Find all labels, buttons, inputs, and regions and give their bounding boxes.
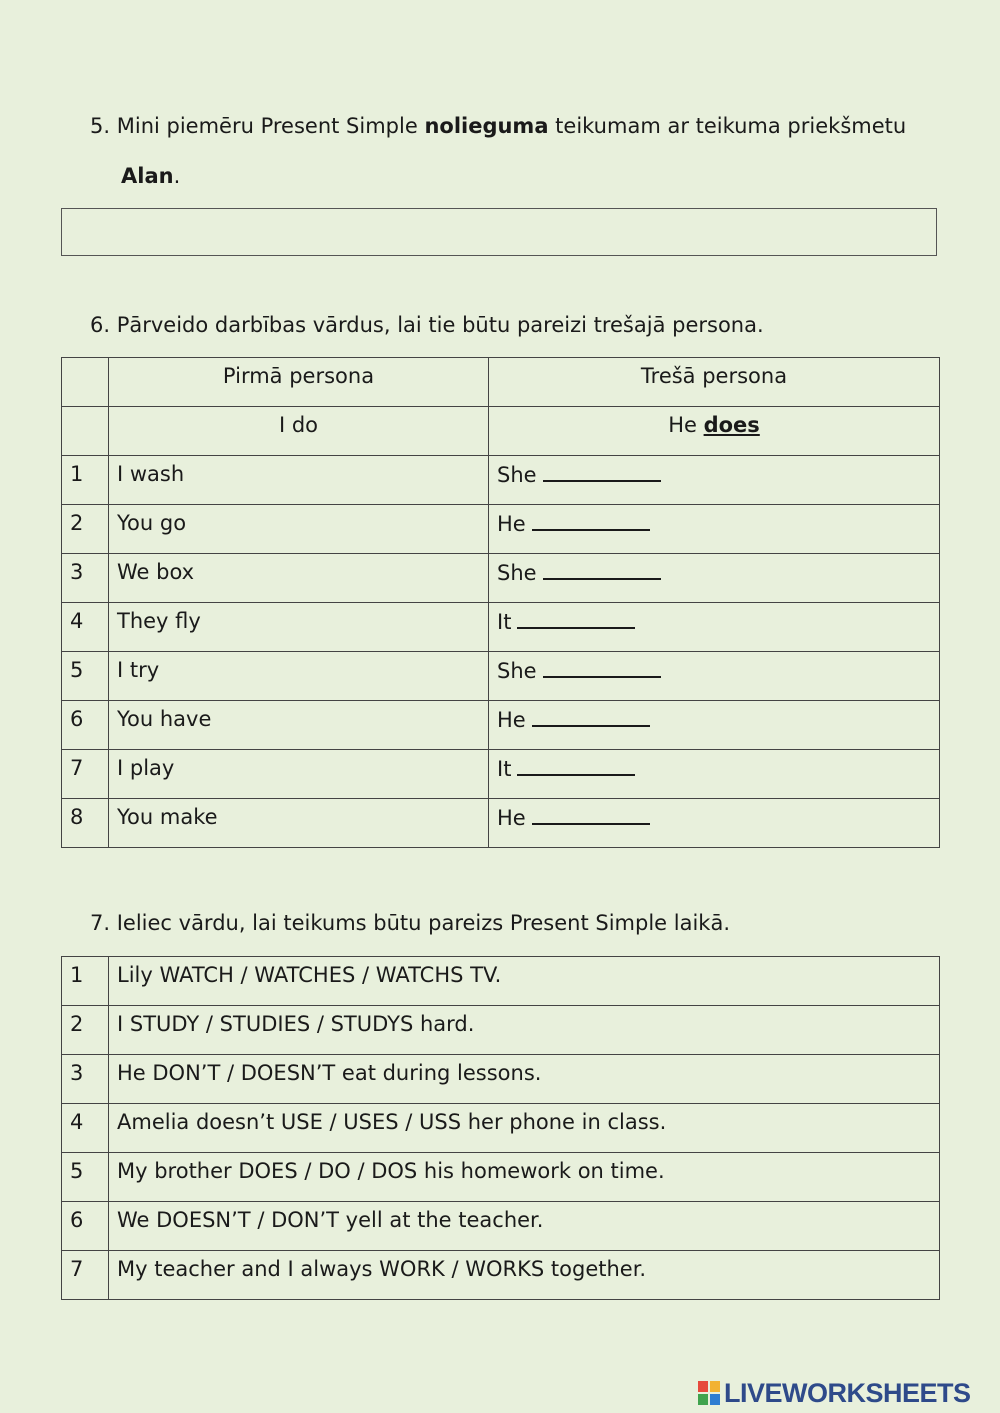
q5-period: . bbox=[173, 164, 181, 188]
example-num-cell bbox=[62, 407, 109, 456]
third-person-pronoun: It bbox=[497, 610, 512, 634]
q7-table bbox=[61, 956, 940, 1300]
third-person-pronoun: He bbox=[497, 512, 526, 536]
first-person-verb: We box bbox=[109, 554, 489, 603]
sentence-choice[interactable]: Amelia doesn’t USE / USES / USS her phone in class. bbox=[109, 1104, 940, 1153]
first-person-verb: I wash bbox=[109, 456, 489, 505]
third-person-cell bbox=[489, 456, 940, 505]
example-third-answer: does bbox=[703, 413, 760, 437]
third-person-pronoun: She bbox=[497, 463, 537, 487]
third-person-cell bbox=[489, 554, 940, 603]
row-number: 7 bbox=[62, 1251, 109, 1300]
row-number: 8 bbox=[62, 799, 109, 848]
row-number: 2 bbox=[62, 505, 109, 554]
third-person-cell bbox=[489, 701, 940, 750]
table-row bbox=[62, 1251, 940, 1300]
example-first: I do bbox=[109, 407, 489, 456]
third-person-pronoun: He bbox=[497, 806, 526, 830]
row-number: 1 bbox=[62, 957, 109, 1006]
q5-number: 5. bbox=[90, 114, 111, 138]
third-person-cell bbox=[489, 750, 940, 799]
logo-text: LIVEWORKSHEETS bbox=[724, 1377, 971, 1408]
header-first-person: Pirmā persona bbox=[109, 358, 489, 407]
logo-icon bbox=[698, 1381, 720, 1405]
answer-blank[interactable] bbox=[517, 756, 635, 776]
table-row bbox=[62, 799, 940, 848]
q5-text-after: teikumam ar teikuma priekšmetu bbox=[548, 114, 907, 138]
answer-blank[interactable] bbox=[543, 658, 661, 678]
row-number: 3 bbox=[62, 554, 109, 603]
row-number: 5 bbox=[62, 652, 109, 701]
third-person-cell bbox=[489, 652, 940, 701]
sentence-choice[interactable]: He DON’T / DOESN’T eat during lessons. bbox=[109, 1055, 940, 1104]
row-number: 2 bbox=[62, 1006, 109, 1055]
row-number: 6 bbox=[62, 1202, 109, 1251]
table-row bbox=[62, 750, 940, 799]
answer-blank[interactable] bbox=[543, 462, 661, 482]
row-number: 5 bbox=[62, 1153, 109, 1202]
example-row bbox=[62, 407, 940, 456]
q5-line2 bbox=[121, 166, 180, 187]
third-person-pronoun: She bbox=[497, 659, 537, 683]
table-row bbox=[62, 1202, 940, 1251]
answer-blank[interactable] bbox=[532, 707, 650, 727]
table-header-row bbox=[62, 358, 940, 407]
first-person-verb: You make bbox=[109, 799, 489, 848]
first-person-verb: You go bbox=[109, 505, 489, 554]
sentence-choice[interactable]: My brother DOES / DO / DOS his homework on time. bbox=[109, 1153, 940, 1202]
sentence-choice[interactable]: Lily WATCH / WATCHES / WATCHS TV. bbox=[109, 957, 940, 1006]
header-num-cell bbox=[62, 358, 109, 407]
table-row bbox=[62, 456, 940, 505]
row-number: 7 bbox=[62, 750, 109, 799]
table-row bbox=[62, 652, 940, 701]
liveworksheets-logo[interactable] bbox=[698, 1378, 971, 1408]
q5-answer-input[interactable] bbox=[61, 208, 937, 256]
q6-table bbox=[61, 357, 940, 848]
answer-blank[interactable] bbox=[532, 805, 650, 825]
q6-title: 6. Pārveido darbības vārdus, lai tie būtu pareizi trešajā persona. bbox=[90, 313, 764, 337]
third-person-pronoun: It bbox=[497, 757, 512, 781]
table-row bbox=[62, 1055, 940, 1104]
third-person-cell bbox=[489, 505, 940, 554]
row-number: 4 bbox=[62, 1104, 109, 1153]
first-person-verb: I play bbox=[109, 750, 489, 799]
q5-bold: nolieguma bbox=[424, 114, 549, 138]
table-row bbox=[62, 1104, 940, 1153]
table-row bbox=[62, 603, 940, 652]
sentence-choice[interactable]: I STUDY / STUDIES / STUDYS hard. bbox=[109, 1006, 940, 1055]
answer-blank[interactable] bbox=[517, 609, 635, 629]
table-row bbox=[62, 505, 940, 554]
sentence-choice[interactable]: We DOESN’T / DON’T yell at the teacher. bbox=[109, 1202, 940, 1251]
row-number: 4 bbox=[62, 603, 109, 652]
row-number: 1 bbox=[62, 456, 109, 505]
first-person-verb: You have bbox=[109, 701, 489, 750]
q5-subject: Alan bbox=[121, 164, 174, 188]
sentence-choice[interactable]: My teacher and I always WORK / WORKS together. bbox=[109, 1251, 940, 1300]
table-row bbox=[62, 1006, 940, 1055]
answer-blank[interactable] bbox=[532, 511, 650, 531]
q5-line1 bbox=[90, 116, 906, 137]
row-number: 3 bbox=[62, 1055, 109, 1104]
example-third-prefix: He bbox=[668, 413, 704, 437]
first-person-verb: They fly bbox=[109, 603, 489, 652]
table-row bbox=[62, 1153, 940, 1202]
third-person-cell bbox=[489, 603, 940, 652]
q5-text-before: Mini piemēru Present Simple bbox=[116, 114, 425, 138]
q7-title: 7. Ieliec vārdu, lai teikums būtu pareizs Present Simple laikā. bbox=[90, 911, 730, 935]
third-person-cell bbox=[489, 799, 940, 848]
answer-blank[interactable] bbox=[543, 560, 661, 580]
third-person-pronoun: He bbox=[497, 708, 526, 732]
table-row bbox=[62, 554, 940, 603]
header-third-person: Trešā persona bbox=[489, 358, 940, 407]
third-person-pronoun: She bbox=[497, 561, 537, 585]
example-third bbox=[489, 407, 940, 456]
table-row bbox=[62, 957, 940, 1006]
first-person-verb: I try bbox=[109, 652, 489, 701]
table-row bbox=[62, 701, 940, 750]
row-number: 6 bbox=[62, 701, 109, 750]
